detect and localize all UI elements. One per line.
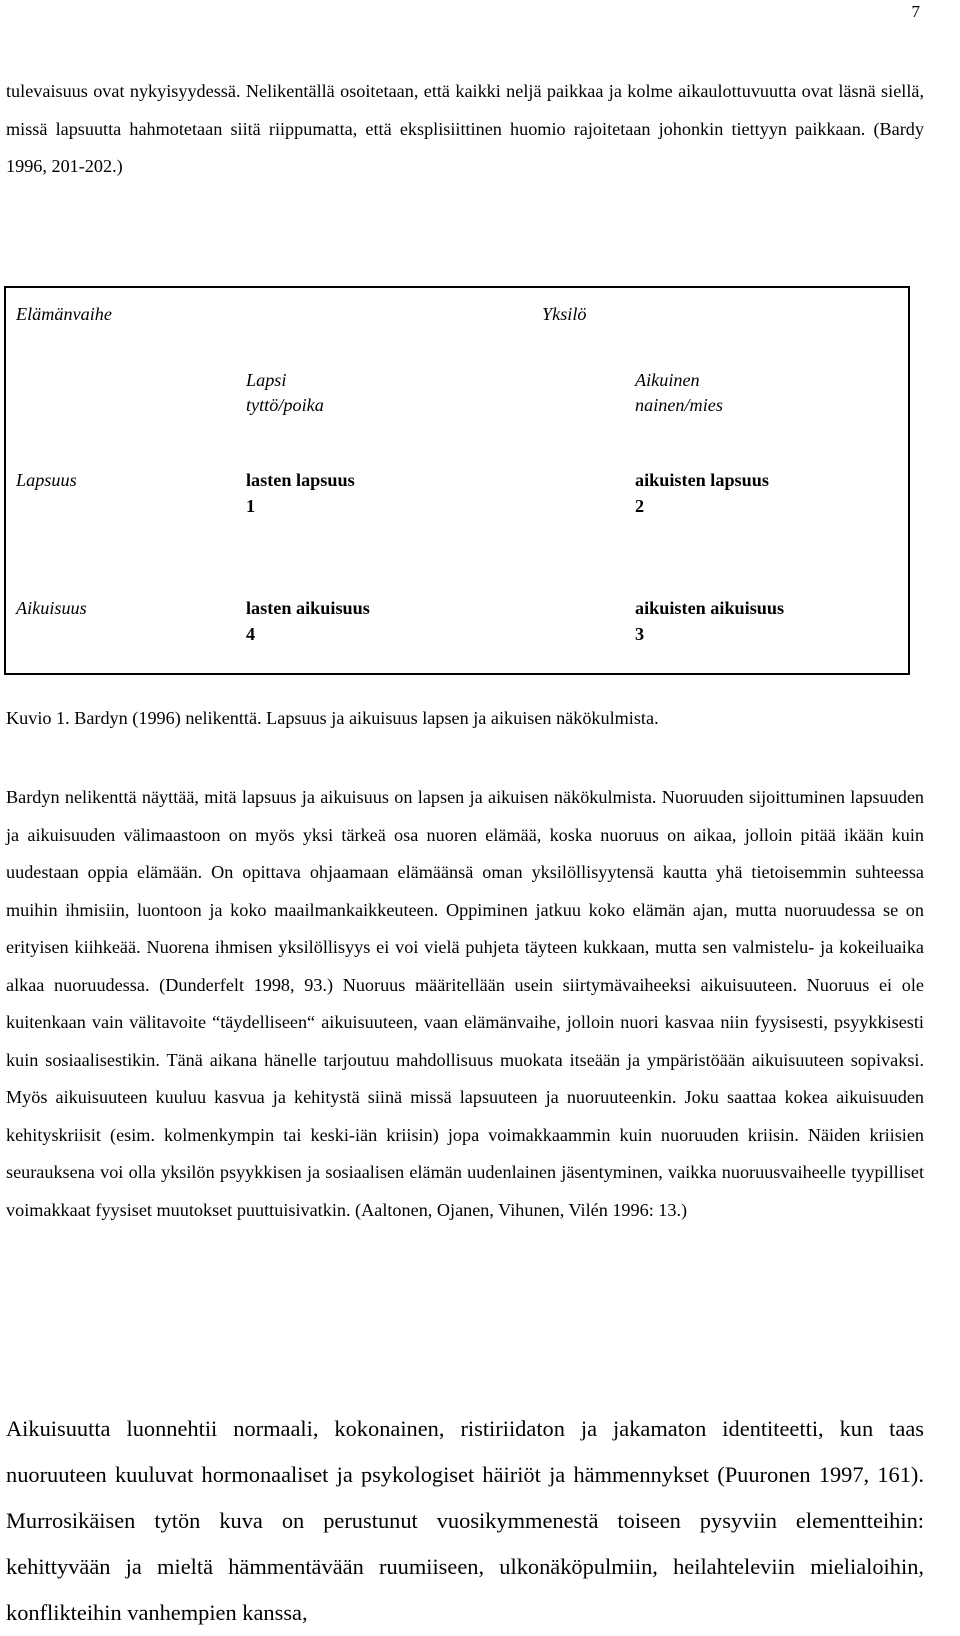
cell-4-number: 4: [246, 624, 256, 644]
column-child-subtitle: tyttö/poika: [246, 395, 324, 415]
cell-1-number: 1: [246, 496, 256, 516]
quadrant-figure: [4, 286, 910, 675]
column-child-title: Lapsi: [246, 370, 287, 390]
cell-adults-adulthood: aikuisten aikuisuus: [635, 598, 785, 618]
column-adult-subtitle: nainen/mies: [635, 395, 723, 415]
figure-caption: Kuvio 1. Bardyn (1996) nelikenttä. Lapsuus ja aikuisuus lapsen ja aikuisen näkökulmista.: [6, 708, 659, 728]
header-life-stage: Elämänvaihe: [16, 304, 112, 324]
header-individual: Yksilö: [542, 304, 587, 324]
cell-children-adulthood: lasten aikuisuus: [246, 598, 370, 618]
paragraph-continued: Aikuisuutta luonnehtii normaali, kokonainen, ristiriidaton ja jakamaton identiteetti, kun taas nuoruuteen kuuluvat hormonaaliset ja psykologiset häiriöt ja hämmennykset (Puuronen 1997, 161). Murrosikäisen tytön kuva on perustunut vuosikymmenestä toiseen pysyviin elementteihin: kehittyvään ja mieltä hämmentävään ruumiiseen, ulkonäköpulmiin, heilahteleviin mielialoihin, konflikteihin vanhempien kanssa,: [6, 1416, 924, 1625]
cell-children-childhood: lasten lapsuus: [246, 470, 355, 490]
cell-2-number: 2: [635, 496, 645, 516]
cell-3-number: 3: [635, 624, 645, 644]
row-adulthood-label: Aikuisuus: [16, 598, 87, 618]
cell-adults-childhood: aikuisten lapsuus: [635, 470, 769, 490]
paragraph-intro: tulevaisuus ovat nykyisyydessä. Nelikentällä osoitetaan, että kaikki neljä paikkaa ja kolme aikaulottuvuutta ovat läsnä siellä, missä lapsuutta hahmotetaan siitä riippumatta, että eksplisiittinen huomio rajoitetaan johonkin tiettyyn paikkaan. (Bardy 1996, 201-202.): [6, 81, 924, 176]
row-childhood-label: Lapsuus: [16, 470, 77, 490]
paragraph-body: Bardyn nelikenttä näyttää, mitä lapsuus ja aikuisuus on lapsen ja aikuisen näkökulmista. Nuoruuden sijoittuminen lapsuuden ja aikuisuuden välimaastoon on myös yksi tärkeä osa nuoren elämää, koska nuoruus on aikaa, jolloin pitää ikään kuin uudestaan oppia elämään. On opittava ohjaamaan elämäänsä oman yksilöllisyytensä kautta yhä tietoisemmin suhteessa muihin ihmisiin, luontoon ja koko maailmankaikkeuteen. Oppiminen jatkuu koko elämän ajan, mutta nuoruudessa se on erityisen kiihkeää. Nuorena ihmisen yksilöllisyys ei voi vielä puhjeta täyteen kukkaan, mutta sen valmistelu- ja kokeiluaika alkaa nuoruudessa. (Dunderfelt 1998, 93.) Nuoruus määritellään usein siirtymävaiheeksi aikuisuuteen. Nuoruus ei ole kuitenkaan vain välitavoite “täydelliseen“ aikuisuuteen, vaan elämänvaihe, jolloin nuori kasvaa niin fyysisesti, psyykkisesti kuin sosiaalisestikin. Tänä aikana hänelle tarjoutuu mahdollisuus muokata itseään ja ympäristöään aikuisuuteen sopivaksi. Myös aikuisuuteen kuuluu kasvua ja kehitystä siinä missä lapsuuteen ja nuoruuteenkin. Joku saattaa kokea aikuisuuden kehityskriisit (esim. kolmenkympin tai keski-iän kriisin) jopa voimakkaammin kuin nuoruuden kriisin. Näiden kriisien seurauksena voi olla yksilön psyykkisen ja sosiaalisen elämän uudenlainen jäsentyminen, vaikka nuoruusvaiheelle tyypilliset voimakkaat fyysiset muutokset puuttuisivatkin. (Aaltonen, Ojanen, Vihunen, Vilén 1996: 13.): [6, 787, 924, 1220]
column-adult-title: Aikuinen: [635, 370, 700, 390]
page-number: 7: [911, 2, 920, 21]
